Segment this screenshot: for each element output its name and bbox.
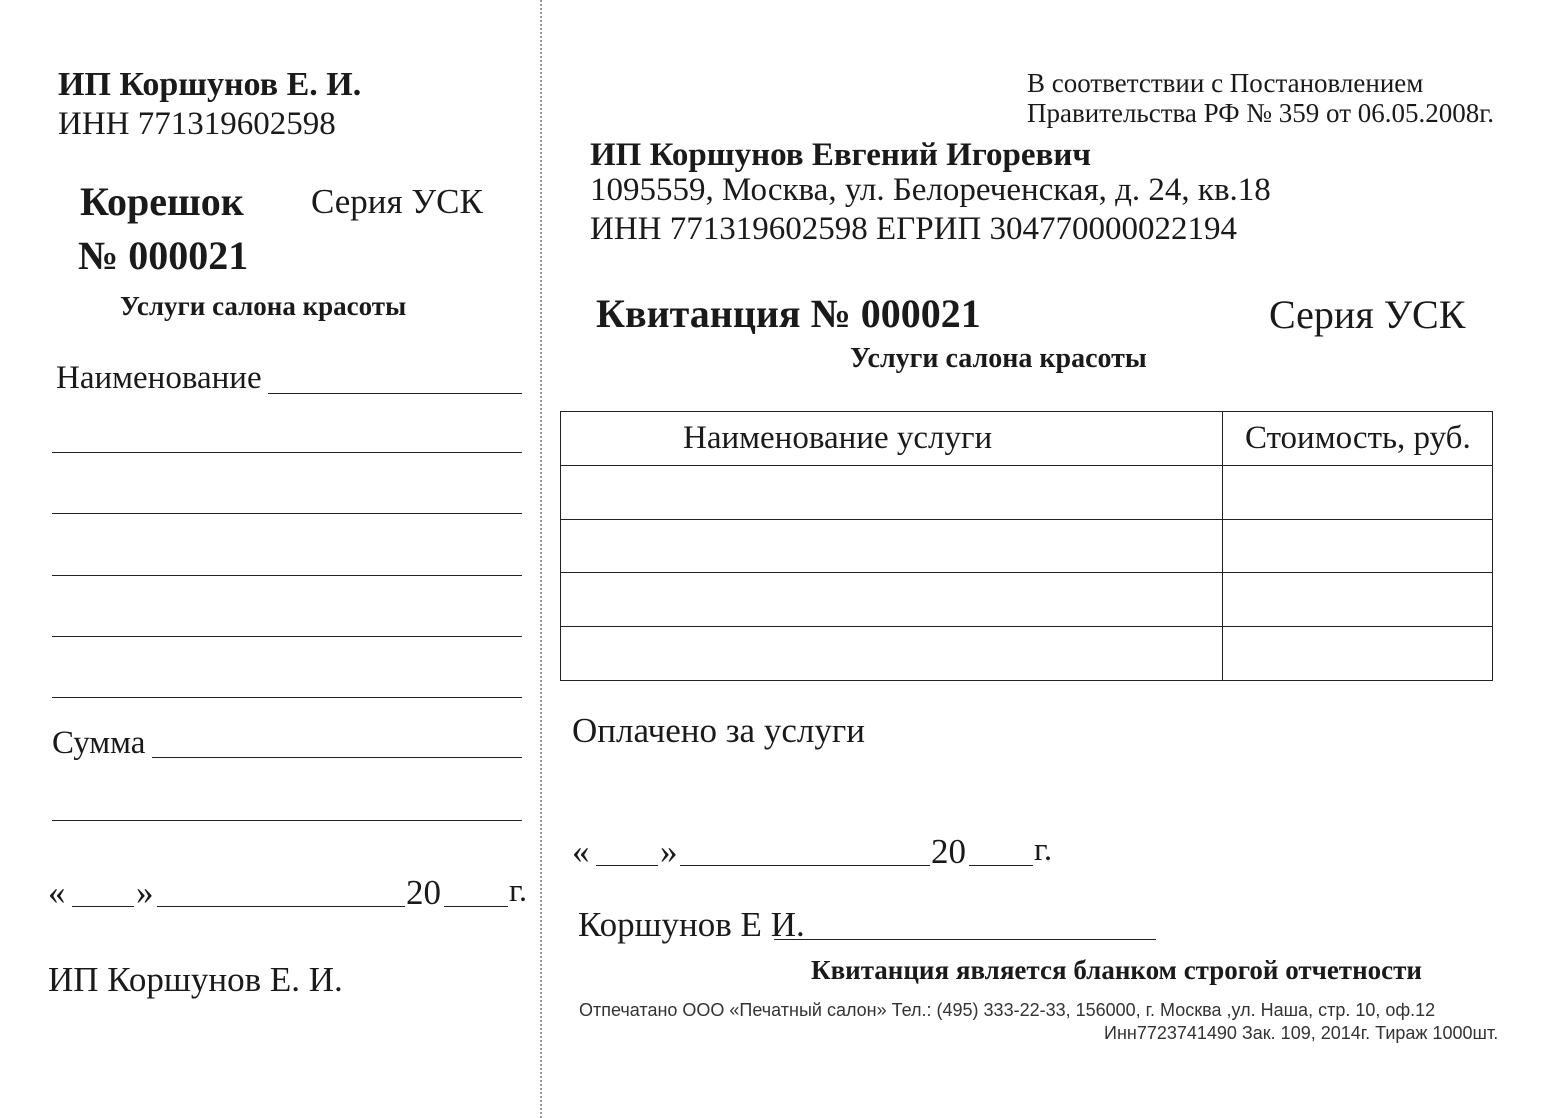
stub-line[interactable] xyxy=(52,513,522,514)
stub-day-line[interactable] xyxy=(72,906,134,907)
signer-name: Коршунов Е И. xyxy=(578,905,805,944)
perforation-line xyxy=(540,0,542,1118)
stub-sum-label: Сумма xyxy=(52,725,146,761)
cost-cell[interactable] xyxy=(1223,519,1493,573)
cost-cell[interactable] xyxy=(1223,465,1493,519)
receipt-address: 1095559, Москва, ул. Белореченская, д. 24, кв.18 xyxy=(590,172,1271,208)
stub-sum-line[interactable] xyxy=(152,757,522,758)
receipt-date-close: » xyxy=(660,832,678,871)
receipt-year-line[interactable] xyxy=(969,865,1033,866)
stub-name-line[interactable] xyxy=(268,393,522,394)
stub-line[interactable] xyxy=(52,697,522,698)
cost-cell[interactable] xyxy=(1223,627,1493,681)
stub-date-close: » xyxy=(136,873,154,912)
column-header-cost: Стоимость, руб. xyxy=(1223,412,1493,466)
service-cell[interactable] xyxy=(561,573,1223,627)
paid-label: Оплачено за услуги xyxy=(572,711,865,750)
stub-line[interactable] xyxy=(52,575,522,576)
receipt-year-prefix: 20 xyxy=(931,832,966,871)
table-row xyxy=(561,465,1493,519)
services-table xyxy=(560,411,1493,681)
receipt-series: Серия УСК xyxy=(1269,292,1466,337)
decree-line-2: Правительства РФ № 359 от 06.05.2008г. xyxy=(1027,98,1495,128)
signature-line[interactable] xyxy=(774,939,1156,940)
stub-service-type: Услуги салона красоты xyxy=(120,291,407,321)
receipt-month-line[interactable] xyxy=(680,865,930,866)
receipt-title: Квитанция № 000021 xyxy=(596,291,981,336)
stub-year-prefix: 20 xyxy=(406,873,441,912)
stub-month-line[interactable] xyxy=(157,906,405,907)
receipt-org: ИП Коршунов Евгений Игоревич xyxy=(590,137,1091,173)
stub-line[interactable] xyxy=(52,636,522,637)
decree-line-1: В соответствии с Постановлением xyxy=(1027,68,1424,98)
receipt-service-type: Услуги салона красоты xyxy=(850,343,1147,374)
receipt-year-suffix: г. xyxy=(1034,832,1053,868)
printer-info-line-2: Инн7723741490 Зак. 109, 2014г. Тираж 1000шт. xyxy=(1104,1023,1499,1043)
receipt-inn-egrip: ИНН 771319602598 ЕГРИП 304770000022194 xyxy=(590,211,1237,247)
stub-title: Корешок xyxy=(80,179,244,224)
stub-number: № 000021 xyxy=(78,233,249,278)
receipt-day-line[interactable] xyxy=(596,865,658,866)
stub-name-label: Наименование xyxy=(56,360,262,396)
strict-report-note: Квитанция является бланком строгой отчетности xyxy=(811,955,1422,985)
table-row xyxy=(561,519,1493,573)
stub-line[interactable] xyxy=(52,452,522,453)
stub-date-open: « xyxy=(48,873,66,912)
service-cell[interactable] xyxy=(561,627,1223,681)
receipt-date-open: « xyxy=(572,832,590,871)
stub-signature: ИП Коршунов Е. И. xyxy=(48,960,343,999)
stub-year-line[interactable] xyxy=(444,906,508,907)
service-cell[interactable] xyxy=(561,519,1223,573)
stub-series: Серия УСК xyxy=(311,182,483,221)
service-cell[interactable] xyxy=(561,465,1223,519)
cost-cell[interactable] xyxy=(1223,573,1493,627)
table-row xyxy=(561,573,1493,627)
column-header-service: Наименование услуги xyxy=(561,412,1223,466)
table-header-row xyxy=(561,412,1493,466)
stub-inn: ИНН 771319602598 xyxy=(58,106,336,142)
table-row xyxy=(561,627,1493,681)
printer-info-line-1: Отпечатано ООО «Печатный салон» Тел.: (495) 333-22-33, 156000, г. Москва ,ул. Наша, стр. 10, оф.12 xyxy=(579,1000,1436,1020)
stub-line[interactable] xyxy=(52,820,522,821)
stub-year-suffix: г. xyxy=(509,873,528,909)
stub-org: ИП Коршунов Е. И. xyxy=(58,66,362,103)
